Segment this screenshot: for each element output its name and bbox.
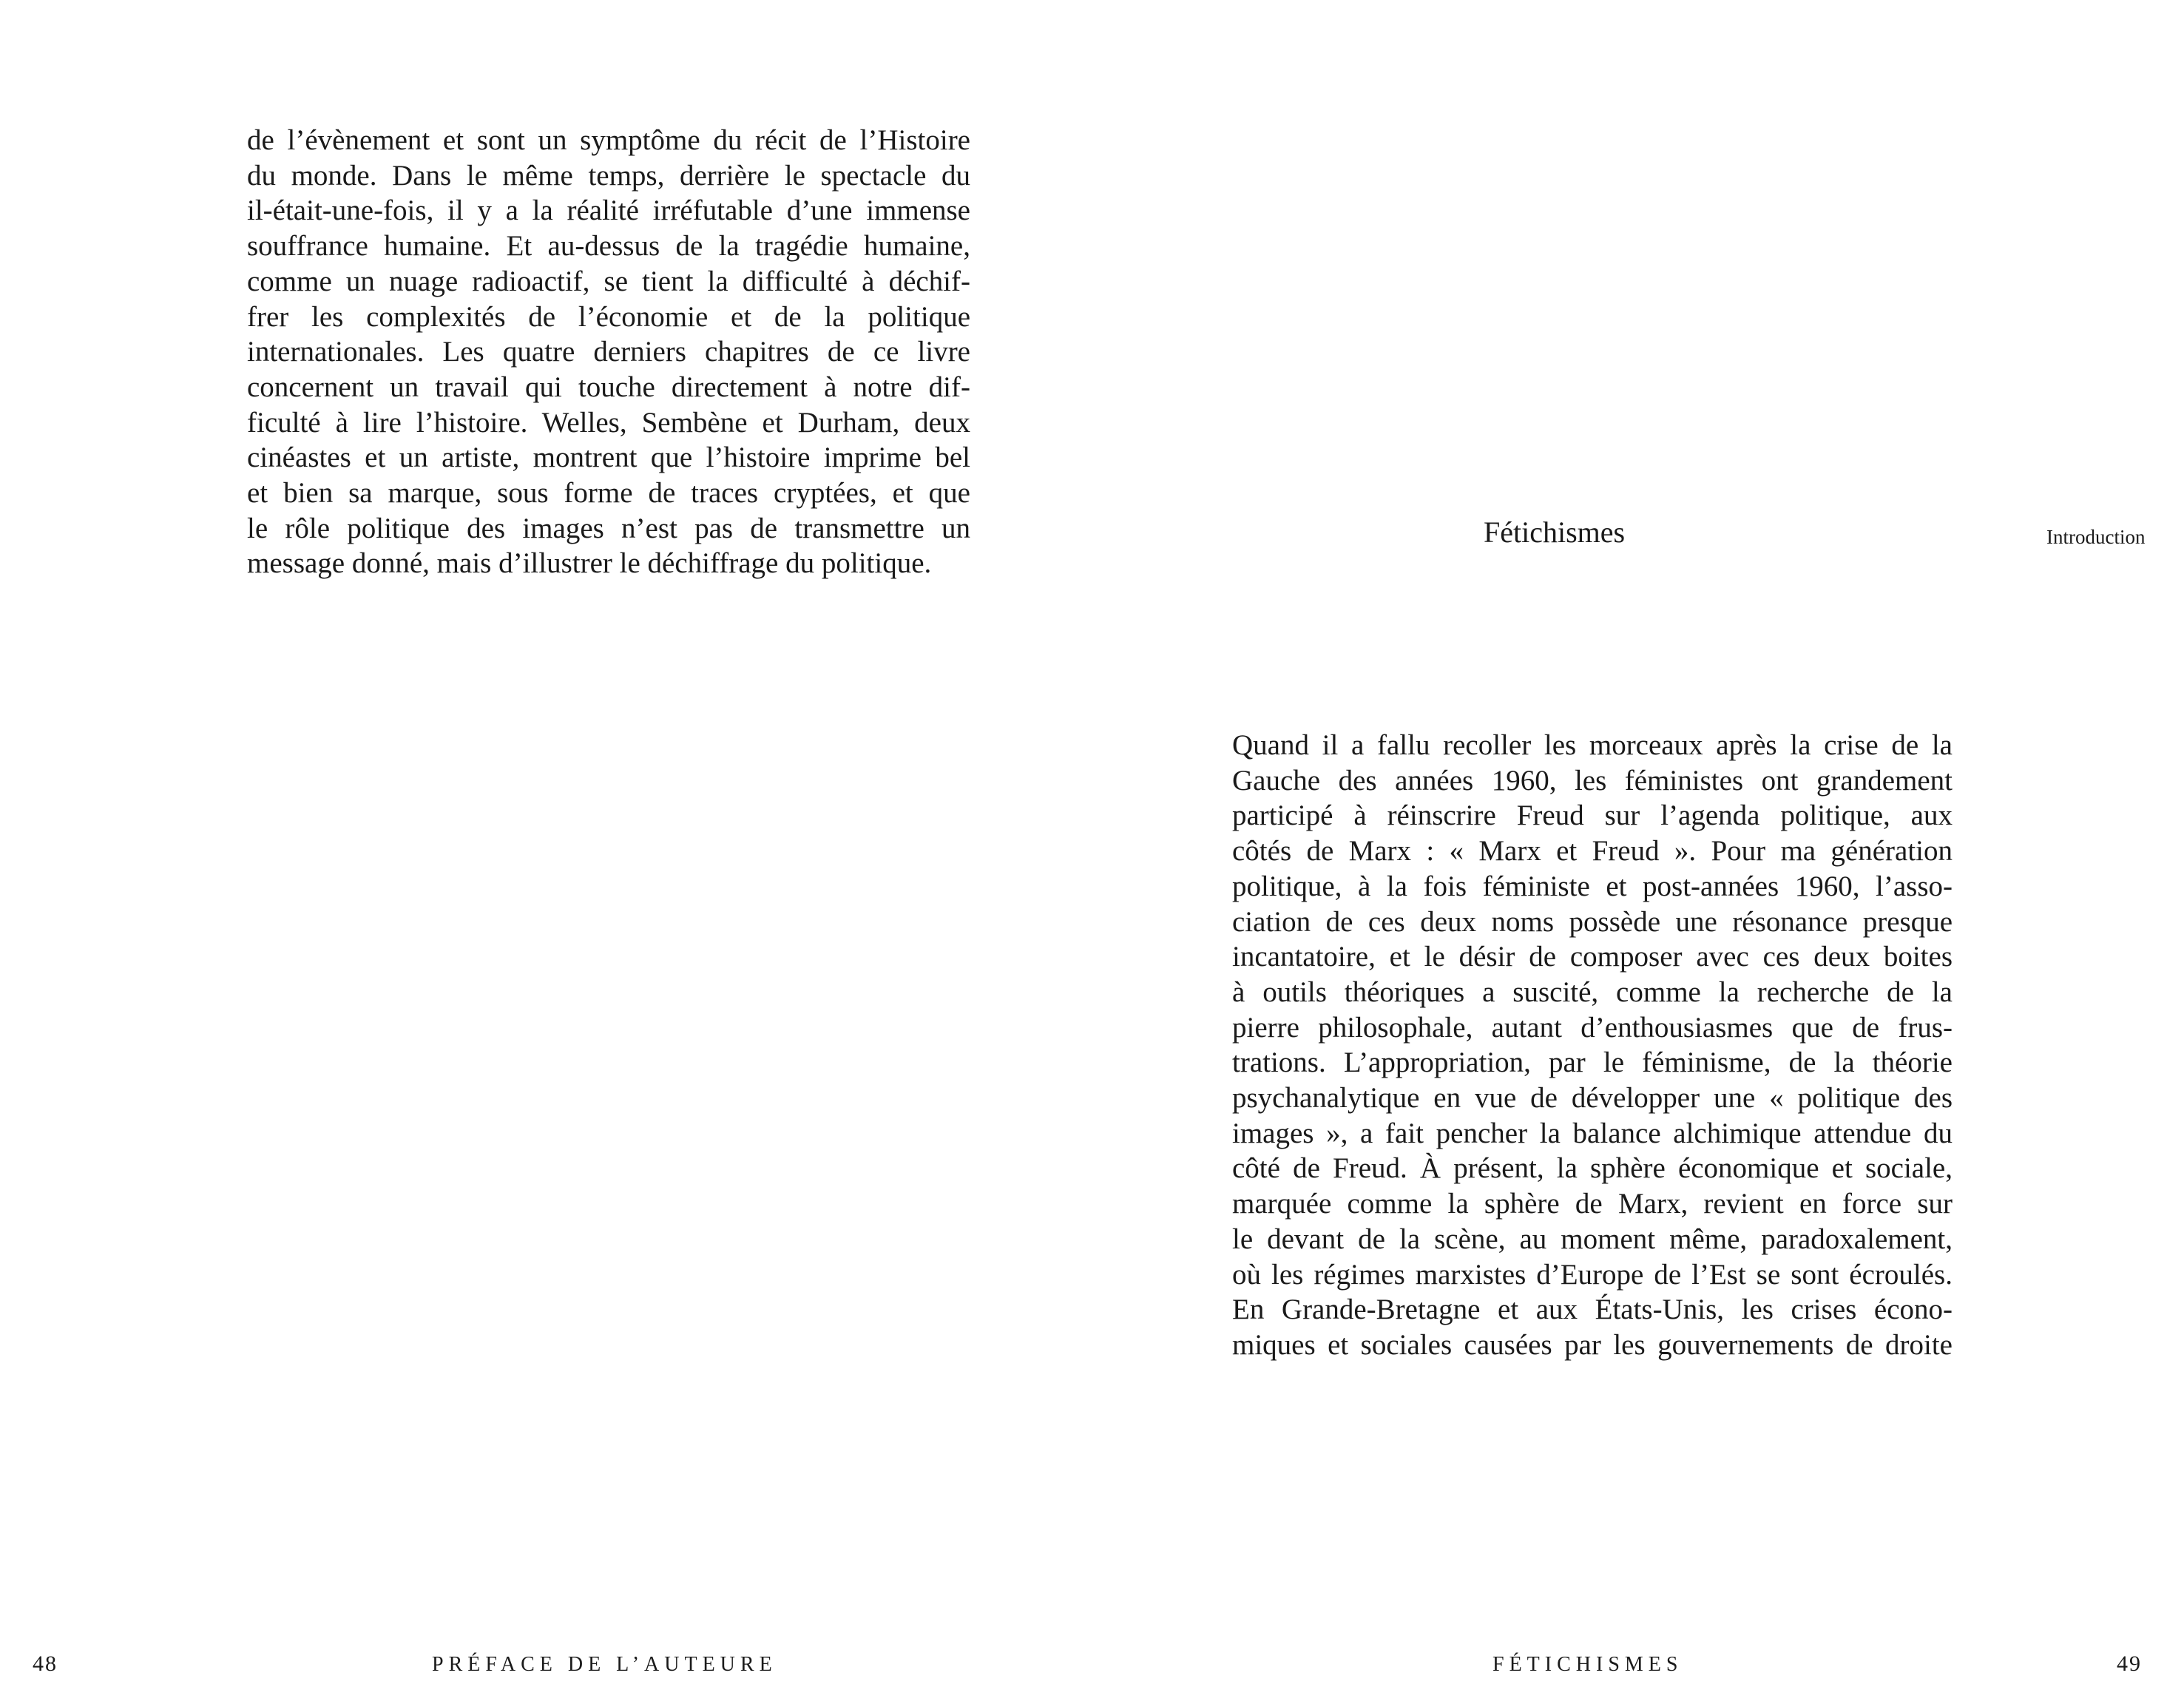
text-line: le rôle politique des images n’est pas de transmettre un [247, 512, 970, 544]
text-line: miques et sociales causées par les gouvernements de droite [1232, 1328, 1953, 1361]
text-line: trations. L’appropriation, par le féminisme, de la théorie [1232, 1047, 1953, 1079]
text-line: incantatoire, et le désir de composer avec ces deux boites [1232, 941, 1953, 973]
right-body-text [1232, 728, 1953, 1363]
text-line: frer les complexités de l’économie et de la politique [247, 300, 970, 333]
text-line: et bien sa marque, sous forme de traces cryptées, et que [247, 477, 970, 510]
text-line: internationales. Les quatre derniers chapitres de ce livre [247, 336, 970, 368]
text-line: le devant de la scène, au moment même, paradoxalement, [1232, 1223, 1953, 1255]
chapter-title: Fétichismes [1484, 515, 1626, 549]
text-line: côtés de Marx : « Marx et Freud ». Pour ma génération [1232, 835, 1953, 868]
text-line: participé à réinscrire Freud sur l’agenda politique, aux [1232, 799, 1953, 832]
text-line: pierre philosophale, autant d’enthousiasmes que de frus- [1232, 1011, 1953, 1044]
text-line: Gauche des années 1960, les féministes ont grandement [1232, 764, 1953, 797]
text-line: où les régimes marxistes d’Europe de l’Est se sont écroulés. [1232, 1258, 1953, 1291]
running-head-left: PRÉFACE DE L’AUTEURE [432, 1653, 777, 1676]
text-line: à outils théoriques a suscité, comme la recherche de la [1232, 976, 1953, 1008]
running-head-right: FÉTICHISMES [1492, 1653, 1683, 1676]
text-line: Quand il a fallu recoller les morceaux après la crise de la [1232, 729, 1953, 761]
text-line: de l’évènement et sont un symptôme du récit de l’Histoire [247, 124, 970, 156]
section-label: Introduction [2046, 526, 2146, 548]
text-line: il-était-une-fois, il y a la réalité irréfutable d’une immense [247, 195, 970, 227]
text-line: psychanalytique en vue de développer une « politique des [1232, 1082, 1953, 1115]
text-line: ficulté à lire l’histoire. Welles, Sembène et Durham, deux [247, 406, 970, 439]
text-line: message donné, mais d’illustrer le déchiffrage du politique. [247, 547, 932, 580]
text-line: politique, à la fois féministe et post-années 1960, l’asso- [1232, 870, 1953, 902]
page-number-left: 48 [33, 1651, 58, 1676]
text-line: côté de Freud. À présent, la sphère économique et sociale, [1232, 1152, 1953, 1185]
left-body-text [247, 123, 970, 581]
text-line: ciation de ces deux noms possède une résonance presque [1232, 905, 1953, 938]
text-line: du monde. Dans le même temps, derrière le spectacle du [247, 159, 970, 192]
text-line: concernent un travail qui touche directement à notre dif- [247, 371, 970, 403]
text-line: souffrance humaine. Et au-dessus de la tragédie humaine, [247, 230, 970, 263]
page-number-right: 49 [2117, 1651, 2142, 1676]
text-line: images », a fait pencher la balance alchimique attendue du [1232, 1117, 1953, 1149]
text-line: cinéastes et un artiste, montrent que l’histoire imprime bel [247, 442, 970, 474]
text-line: En Grande-Bretagne et aux États-Unis, les crises écono- [1232, 1294, 1953, 1326]
text-line: comme un nuage radioactif, se tient la difficulté à déchif- [247, 265, 970, 297]
text-line: marquée comme la sphère de Marx, revient en force sur [1232, 1188, 1953, 1220]
